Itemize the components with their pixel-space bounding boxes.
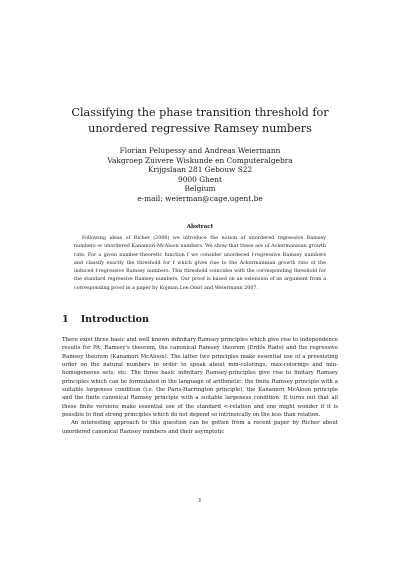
- author-names: Florian Pelupessy and Andreas Weiermann: [119, 146, 281, 155]
- title-line: unordered regressive Ramsey numbers: [88, 121, 312, 135]
- section-body: [62, 336, 338, 436]
- section-number: 1: [62, 314, 69, 325]
- section-heading: [62, 314, 149, 325]
- affiliation-line: Belgium: [184, 184, 216, 194]
- affiliation-line: Vakgroep Zuivere Wiskunde en Computeralgebra: [107, 155, 293, 165]
- page-number: 1: [198, 498, 202, 504]
- body-paragraph: There exist three basic and well known infinitary Ramsey principles which give rise to independence results for PA: Ramsey's theorem, the canonical Ramsey theorem (Erdős Rado) and the regressive Ramsey theorem (Kanamori McAloon). The latter two principles make essential use of a preexisting order on the natural numbers in order to speak about min-colorings, max-colorings and min-homogeneous sets, etc. The three basic infinitary Ramsey-principles give rise to finitary Ramsey principles which can be formulated in the language of arithmetic: the finite Ramsey principle with a suitable largeness condition (i.e. the Paris-Harrington principle), the Kanamori McAloon principle and the finite canonical Ramsey principle with a suitable largeness condition. It turns out that all these finite versions make essential use of the standard <-relation and one might wonder if it is possible to find strong principles which do not depend so intrinsically on the less than relation.: [62, 337, 338, 419]
- abstract-heading: Abstract: [186, 224, 214, 230]
- section-title: Introduction: [80, 314, 150, 325]
- author-email: e-mail: weierman@cage.ugent.be: [137, 193, 263, 203]
- affiliation-line: 9000 Ghent: [178, 174, 222, 184]
- abstract-body: [74, 234, 326, 292]
- title-line: Classifying the phase transition threshold for: [71, 106, 329, 119]
- author-block: [60, 146, 340, 204]
- paper-title: [60, 105, 340, 136]
- abstract-text: Following ideas of Richer (2000) we introduce the notion of unordered regressive Ramsey numbers or unordered Kanamori-McAloon numbers. We show that these are of Ackermannian growth rate. For a given number-theoretic function f we consider unordered f-regressive Ramsey numbers and classify exactly the threshold for f which gives rise to the Ackermannian growth rate of the induced f-regressive Ramsey numbers. This threshold coincides with the corresponding threshold for the standard regressive Ramsey numbers. Our proof is based on an extension of an argument from a corresponding proof in a paper by Kojman,Lee,Omri and Weiermann 2007.: [74, 235, 326, 291]
- affiliation-line: Krijgslaan 281 Gebouw S22: [147, 165, 253, 175]
- body-paragraph: An interesting approach to this question can be gotten from a recent paper by Richer about unordered canonical Ramsey numbers and their asymptotic: [62, 420, 338, 435]
